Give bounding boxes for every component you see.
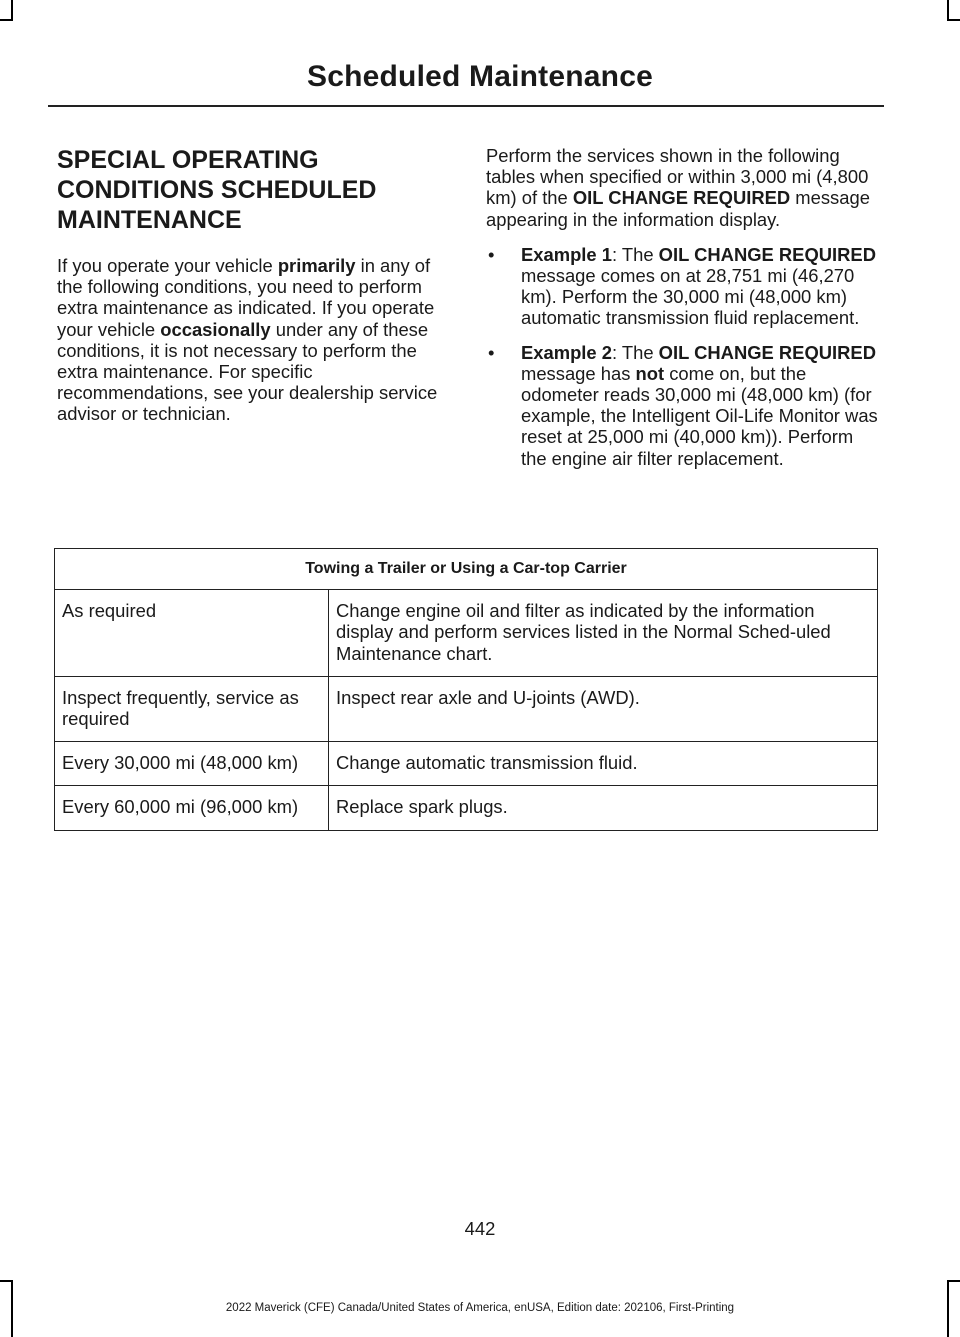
table-row [55, 676, 878, 741]
intro-paragraph [57, 255, 452, 425]
header-divider [48, 105, 884, 107]
table-title: Towing a Trailer or Using a Car-top Carrier [55, 549, 878, 590]
message-name: OIL CHANGE REQUIRED [572, 187, 791, 209]
emphasis-not: not [635, 362, 665, 384]
crop-mark [947, 19, 960, 21]
example-label: Example 2 [521, 341, 612, 363]
service-instructions [486, 145, 881, 230]
bullet-icon: • [488, 243, 495, 265]
table-row [55, 742, 878, 786]
message-name: OIL CHANGE REQUIRED [658, 243, 876, 265]
text-run: message appearing in the information display. [486, 187, 870, 230]
text-run: under any of these conditions, it is not necessary to perform the extra maintenance. For specific recommendations, see your dealership service advisor or technician. [57, 318, 438, 425]
crop-mark [947, 0, 949, 20]
text-run: : The [611, 341, 659, 363]
text-run: Perform the services shown in the following tables when specified or within 3,000 mi (4,800 km) of the [486, 145, 869, 209]
text-run: come on, but the odometer reads 30,000 mi (48,000 km) (for example, the Intelligent Oil-Life Monitor was reset at 25,000 mi (40,000 km)). Perform the engine air filter replacement. [521, 362, 878, 469]
right-column [486, 145, 881, 482]
section-title-line: CONDITIONS SCHEDULED [57, 176, 377, 204]
section-title [57, 145, 452, 235]
crop-mark [0, 1280, 13, 1282]
page-number: 442 [464, 1218, 496, 1239]
text-run: in any of the following conditions, you need to perform extra maintenance as indicated. If you operate your vehicle [57, 255, 435, 340]
interval-cell: Inspect frequently, service as required [55, 676, 329, 741]
text-run: : The [611, 243, 659, 265]
table-row [55, 786, 878, 830]
action-cell: Change automatic transmission fluid. [329, 742, 878, 786]
list-item [486, 244, 881, 329]
page-header-title: Scheduled Maintenance [307, 60, 653, 93]
crop-mark [0, 19, 13, 21]
emphasis-occasionally: occasionally [160, 318, 271, 340]
list-item [486, 342, 881, 469]
interval-cell: As required [55, 590, 329, 677]
example-label: Example 1 [521, 243, 612, 265]
text-run: message comes on at 28,751 mi (46,270 km). Perform the 30,000 mi (48,000 km) automatic transmission fluid replacement. [521, 265, 860, 329]
action-cell: Replace spark plugs. [329, 786, 878, 830]
action-cell: Inspect rear axle and U-joints (AWD). [329, 676, 878, 741]
examples-list [486, 244, 881, 469]
emphasis-primarily: primarily [277, 255, 356, 276]
crop-mark [11, 0, 13, 20]
crop-mark [947, 1280, 960, 1282]
edition-footer: 2022 Maverick (CFE) Canada/United States of America, enUSA, Edition date: 202106, First-Printing [225, 1302, 735, 1314]
table-row [55, 590, 878, 677]
text-run: message has [521, 362, 636, 384]
text-run: If you operate your vehicle [57, 255, 278, 276]
message-name: OIL CHANGE REQUIRED [658, 341, 876, 363]
interval-cell: Every 60,000 mi (96,000 km) [55, 786, 329, 830]
table-header-row [55, 549, 878, 590]
bullet-icon: • [488, 341, 495, 363]
maintenance-table [54, 548, 878, 831]
section-title-line: SPECIAL OPERATING [57, 146, 319, 174]
action-cell: Change engine oil and filter as indicated by the information display and perform services listed in the Normal Sched-uled Maintenance chart. [329, 590, 878, 677]
interval-cell: Every 30,000 mi (48,000 km) [55, 742, 329, 786]
section-title-line: MAINTENANCE [57, 206, 242, 234]
left-column [57, 145, 452, 425]
